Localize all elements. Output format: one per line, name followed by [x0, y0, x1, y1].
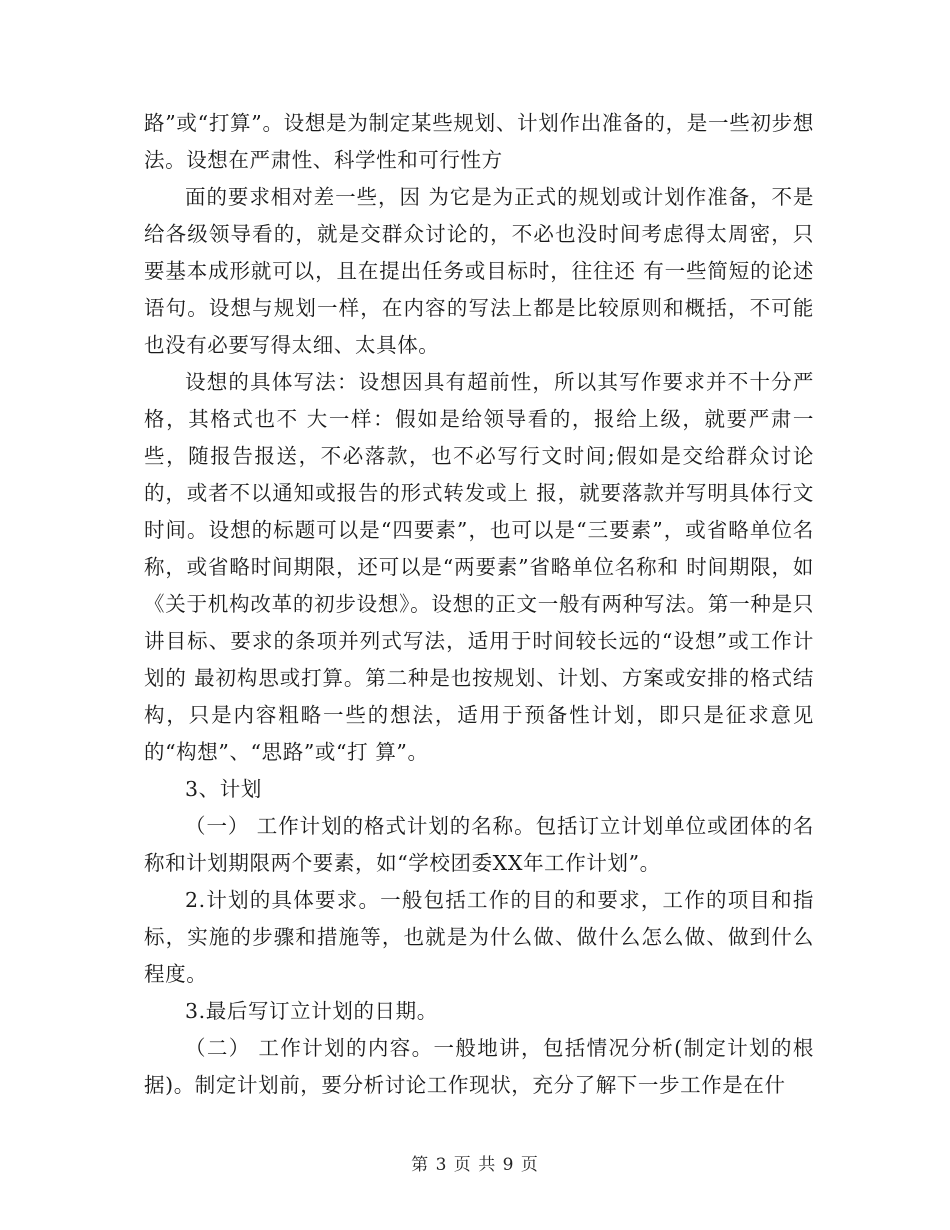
section-heading-plan: 3、计划: [185, 777, 262, 801]
paragraph-plan-date: 3.最后写订立计划的日期。: [185, 999, 438, 1023]
paragraph-writing-method: 设想的具体写法：设想因具有超前性，所以其写作要求并不十分严格，其格式也不 大一样：假如是给领导看的，报给上级，就要严肃一些，随报告报送，不必落款，也不必写行文时间;假如是交给群众讨论的，或者不以通知或报告的形式转发或上 报，就要落款并写明具体行文时间。设想的标题可以是“四要素”，也可以是“三要素”，或省略单位名称，或省略时间期限，还可以是“两要素”省略单位名称和 时间期限，如《关于机构改革的初步设想》。设想的正文一般有两种写法。第一种是只讲目标、要求的条项并列式写法，适用于时间较长远的“设想”或工作计划的 最初构思或打算。第二种是也按规划、计划、方案或安排的格式结构，只是内容粗略一些的想法，适用于预备性计划，即只是征求意见的“构想”、“思路”或“打 算”。: [144, 370, 814, 764]
page-footer: 第 3 页 共 9 页: [411, 1155, 539, 1175]
paragraph-plan-requirements: 2.计划的具体要求。一般包括工作的目的和要求，工作的项目和指标，实施的步骤和措施等，也就是为什么做、做什么怎么做、做到什么程度。: [144, 888, 814, 986]
paragraph-plan-format: （一） 工作计划的格式计划的名称。包括订立计划单位或团体的名称和计划期限两个要素，如“学校团委XX年工作计划”。: [144, 814, 814, 875]
document-body: [144, 105, 814, 1104]
paragraph-continuation: 路”或“打算”。设想是为制定某些规划、计划作出准备的，是一些初步想法。设想在严肃性、科学性和可行性方: [144, 111, 814, 172]
paragraph-requirements: 面的要求相对差一些，因 为它是为正式的规划或计划作准备，不是给各级领导看的，就是交群众讨论的，不必也没时间考虑得太周密，只要基本成形就可以，且在提出任务或目标时，往往还 有一些简短的论述语句。设想与规划一样，在内容的写法上都是比较原则和概括，不可能也没有必要写得太细、太具体。: [144, 185, 814, 357]
paragraph-plan-content: （二） 工作计划的内容。一般地讲，包括情况分析(制定计划的根据)。制定计划前，要分析讨论工作现状，充分了解下一步工作是在什: [144, 1036, 814, 1097]
